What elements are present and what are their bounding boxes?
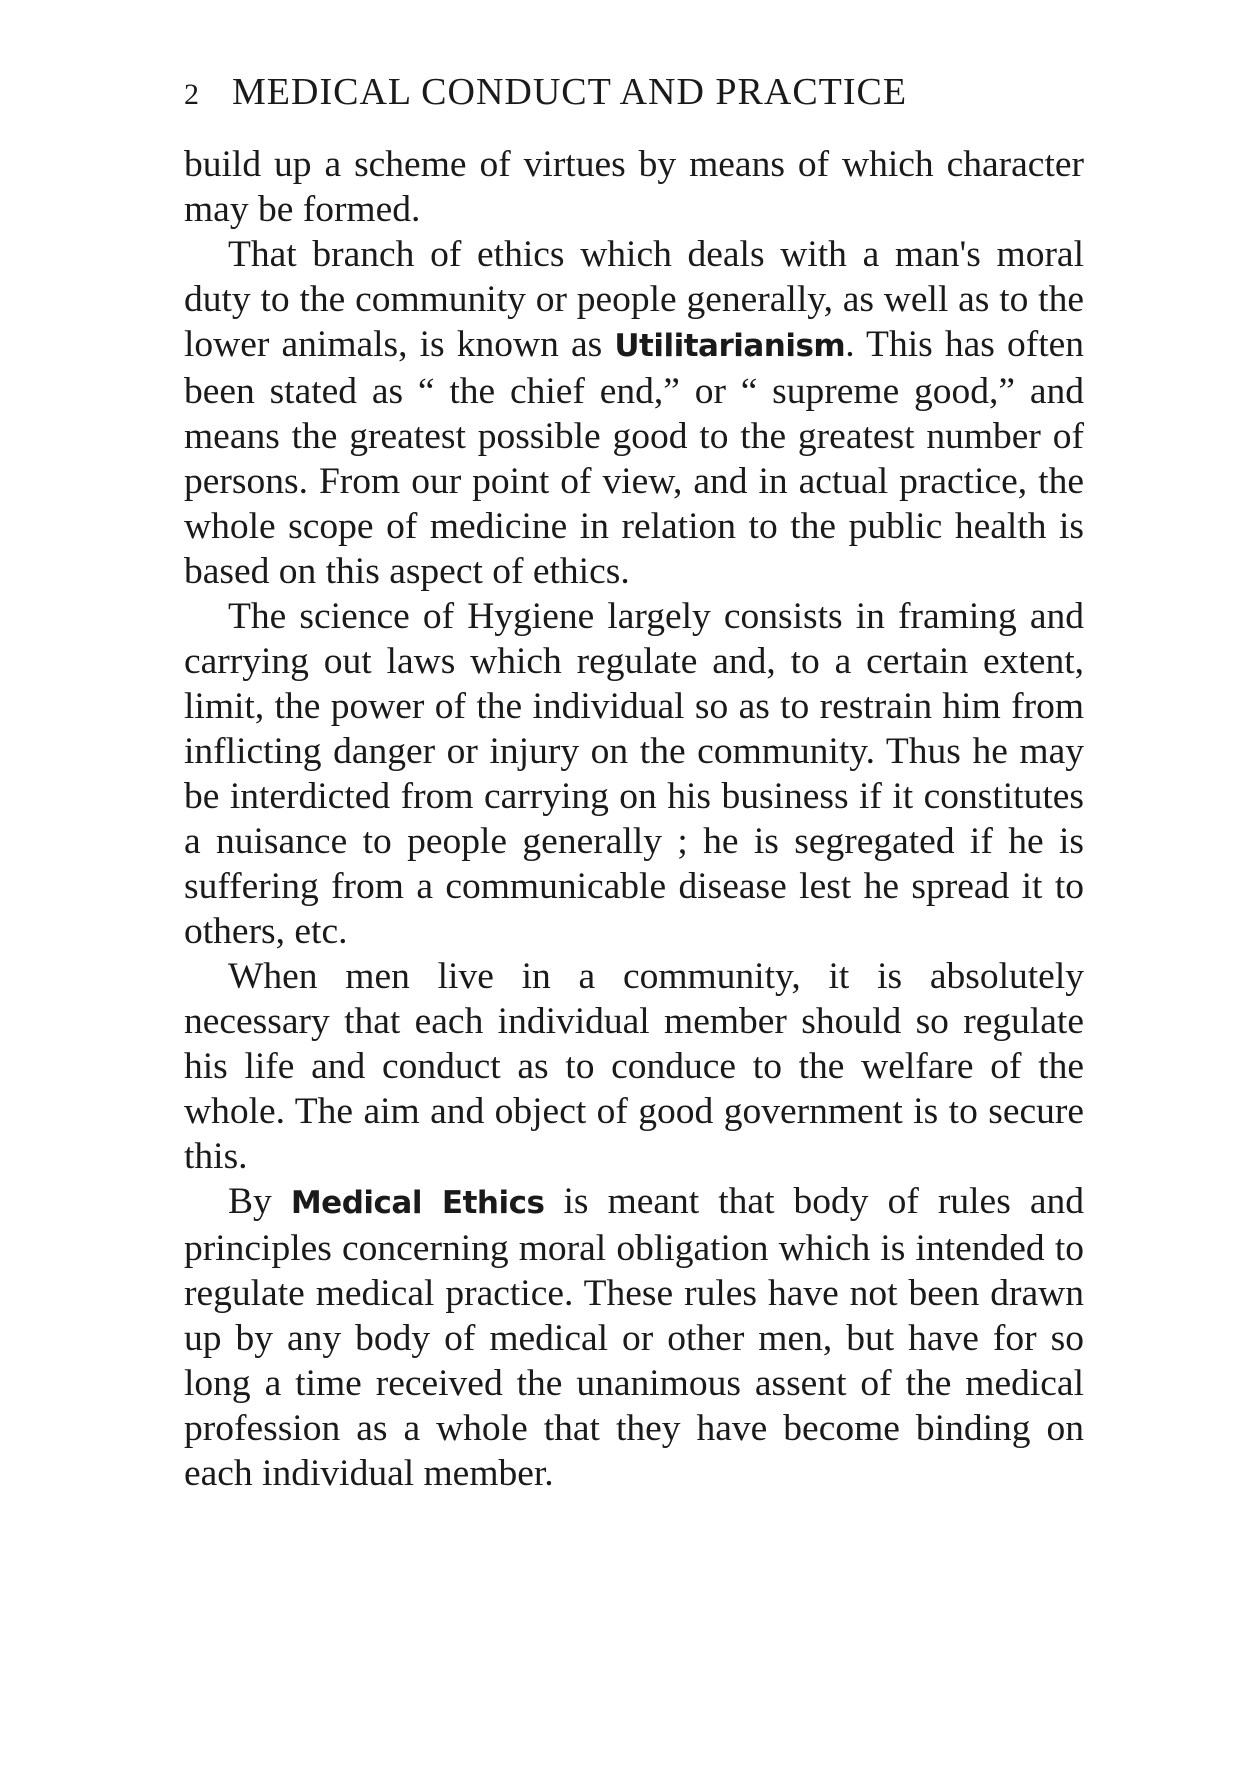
paragraph-text: build up a scheme of virtues by means of which character may be formed. [184,144,1084,230]
defined-term: Utilitarianism [614,328,846,364]
paragraph-text: is meant that body of rules and principles concerning moral obligation which is intended to regulate medical practice. These rules have not been drawn up by any body of medical or other men, but have for so long a time received the unanimous assent of the medical profession as a whole that they have become binding on each individual member. [184,1181,1084,1494]
running-header [184,70,1084,140]
paragraph-2 [184,232,1084,594]
page-number: 2 [184,78,200,111]
paragraph-3 [184,594,1084,954]
paragraph-1 [184,142,1084,232]
running-title: MEDICAL CONDUCT AND PRACTICE [232,71,908,113]
book-page [184,70,1084,1496]
paragraph-text: By [228,1181,291,1222]
paragraph-text: The science of Hygiene largely consists in framing and carrying out laws which regulate and, to a certain extent, limit, the power of the individual so as to restrain him from inflicting danger or injury on the community. Thus he may be interdicted from carrying on his business if it constitutes a nuisance to people generally ; he is segregated if he is suffering from a communicable disease lest he spread it to others, etc. [184,596,1084,952]
paragraph-text: . This has often been stated as “ the chief end,” or “ supreme good,” and means the greatest possible good to the greatest number of persons. From our point of view, and in actual practice, the whole scope of medicine in relation to the public health is based on this aspect of ethics. [184,324,1085,592]
paragraph-text: That branch of ethics which deals with a man's moral duty to the community or people generally, as well as to the lower animals, is known as [184,234,1084,365]
paragraph-5 [184,1179,1084,1496]
body-text [184,142,1084,1496]
paragraph-text: When men live in a community, it is absolutely necessary that each individual member should so regulate his life and conduct as to conduce to the welfare of the whole. The aim and object of good government is to secure this. [184,956,1084,1177]
defined-term: Medical Ethics [290,1185,545,1221]
paragraph-4 [184,954,1084,1179]
